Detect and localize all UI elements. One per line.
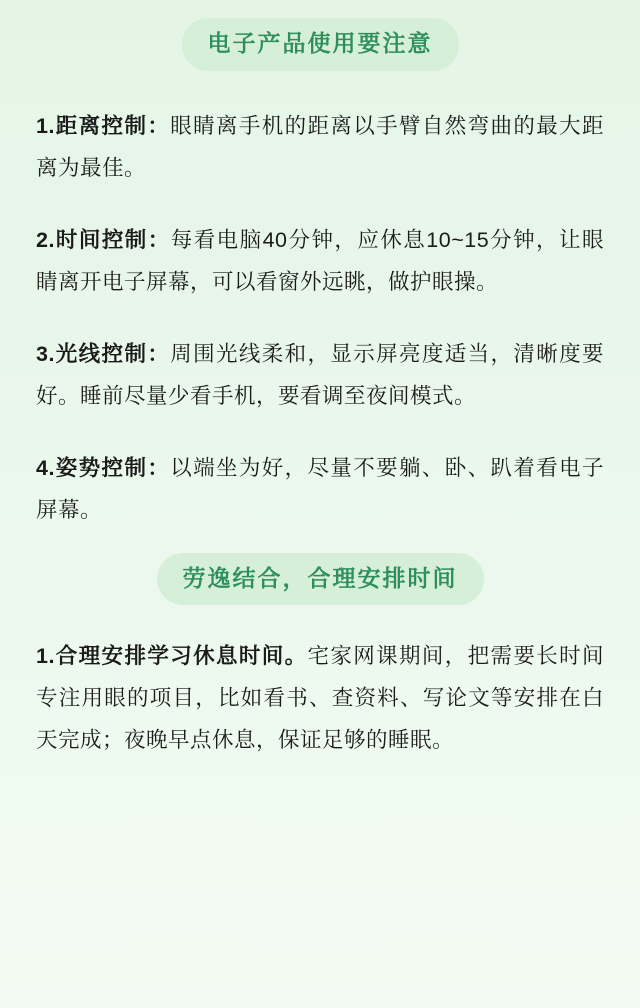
item-label: 1.距离控制： xyxy=(36,113,171,138)
spacer xyxy=(24,71,616,105)
item-label: 2.时间控制： xyxy=(36,227,171,252)
section-heading-schedule: 劳逸结合，合理安排时间 xyxy=(157,553,484,606)
spacer xyxy=(24,417,616,447)
spacer xyxy=(24,189,616,219)
list-item xyxy=(24,635,616,761)
spacer xyxy=(24,605,616,635)
list-item xyxy=(24,219,616,303)
section-2-heading-wrap xyxy=(24,531,616,606)
list-item xyxy=(24,447,616,531)
section-heading-electronics: 电子产品使用要注意 xyxy=(182,18,459,71)
item-label: 3.光线控制： xyxy=(36,341,171,366)
item-text: 眼睛离手机的距离以手臂自然弯曲的最大距离为最佳。 xyxy=(36,113,604,180)
item-label: 4.姿势控制： xyxy=(36,455,171,480)
item-label: 1.合理安排学习休息时间。 xyxy=(36,644,308,669)
list-item xyxy=(24,333,616,417)
list-item xyxy=(24,105,616,189)
section-1-heading-wrap xyxy=(24,0,616,71)
spacer xyxy=(24,303,616,333)
item-text: 以端坐为好，尽量不要躺、卧、趴着看电子屏幕。 xyxy=(36,455,604,522)
item-text: 每看电脑40分钟，应休息10~15分钟，让眼睛离开电子屏幕，可以看窗外远眺，做护眼操。 xyxy=(36,227,604,294)
item-text: 宅家网课期间，把需要长时间专注用眼的项目，比如看书、查资料、写论文等安排在白天完成；夜晚早点休息，保证足够的睡眠。 xyxy=(36,644,604,753)
item-text: 周围光线柔和，显示屏亮度适当，清晰度要好。睡前尽量少看手机，要看调至夜间模式。 xyxy=(36,341,604,408)
